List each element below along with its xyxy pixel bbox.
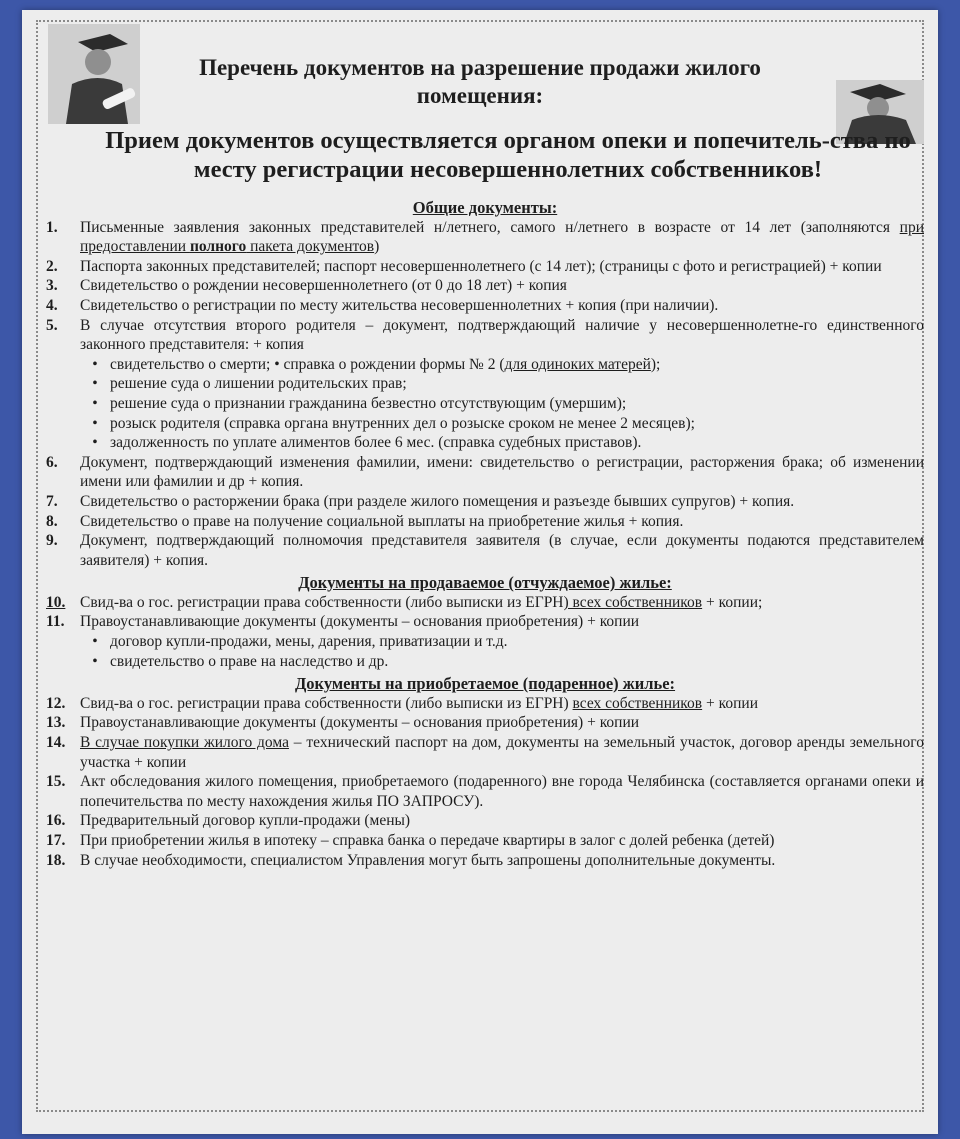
list-item: 7. Свидетельство о расторжении брака (при разделе жилого помещения и разъезде бывших супругов) + копия. xyxy=(46,492,795,510)
item-number: 6. xyxy=(46,453,58,471)
list-item: 17. При приобретении жилья в ипотеку – справка банка о передаче квартиры в залог с долей ребенка (детей) xyxy=(46,832,775,849)
bullet-item: • договор купли-продажи, мены, дарения, приватизации и т.д. xyxy=(46,632,924,652)
list-item: 5. В случае отсутствия второго родителя – документ, подтверждающий наличие у несовершеннолетне-го единственного законного представителя: + копия xyxy=(46,316,924,354)
list-item: 8. Свидетельство о праве на получение социальной выплаты на приобретение жилья + копия. xyxy=(46,512,684,530)
list-item: 14. В случае покупки жилого дома – технический паспорт на дом, документы на земельный участок, договор аренды земельного участка + копии xyxy=(46,734,924,771)
bullet-item: • розыск родителя (справка органа внутренних дел о розыске сроком не менее 2 месяцев); xyxy=(46,414,924,434)
document-body xyxy=(46,198,924,870)
section-heading-sold: Документы на продаваемое (отчуждаемое) жилье: xyxy=(298,573,672,593)
list-item: 2. Паспорта законных представителей; паспорт несовершеннолетнего (с 14 лет); (страницы с фото и регистрацией) + копии xyxy=(46,257,882,275)
bullet-icon: • xyxy=(92,375,98,393)
section-heading-bought: Документы на приобретаемое (подаренное) жилье: xyxy=(294,674,676,694)
item-number: 9. xyxy=(46,532,58,550)
bullet-icon: • xyxy=(92,652,98,670)
bullet-item: • решение суда о признании гражданина безвестно отсутствующим (умершим); xyxy=(46,394,924,414)
item-number: 11. xyxy=(46,613,65,631)
list-item: 11. Правоустанавливающие документы (документы – основания приобретения) + копии xyxy=(46,613,640,631)
item-number: 10. xyxy=(46,593,66,611)
bullet-item: • свидетельство о праве на наследство и др. xyxy=(46,652,924,672)
item-number: 7. xyxy=(46,492,58,510)
list-item: 16. Предварительный договор купли-продажи (мены) xyxy=(46,812,411,830)
item-number: 17. xyxy=(46,832,66,849)
item-number: 5. xyxy=(46,316,58,334)
item-number: 4. xyxy=(46,296,58,314)
bullet-item: • задолженность по уплате алиментов более 6 мес. (справка судебных приставов). xyxy=(46,433,924,453)
item-number: 18. xyxy=(46,851,66,869)
graduate-clipart-icon xyxy=(48,24,140,124)
document-subtitle: Прием документов осуществляется органом опеки и попечитель-ства по месту регистрации несовершеннолетних собственников! xyxy=(105,127,911,183)
bullet-item: • свидетельство о смерти; • справка о рождении формы № 2 (для одиноких матерей); xyxy=(46,355,924,375)
list-item: 9. Документ, подтверждающий полномочия представителя заявителя (в случае, если документы подаются представителем заявителя) + копия. xyxy=(46,532,924,569)
item-number: 1. xyxy=(46,218,58,236)
list-item: 15. Акт обследования жилого помещения, приобретаемого (подаренного) вне города Челябинска (составляется органами опеки и попечительства по месту нахождения жилья ПО ЗАПРОСУ). xyxy=(46,773,924,810)
list-item: 6. Документ, подтверждающий изменения фамилии, имени: свидетельство о регистрации, расторжения брака; об изменении имени или фамилии и др + копия. xyxy=(46,453,924,491)
item-number: 12. xyxy=(46,694,66,712)
item-number: 3. xyxy=(46,277,58,295)
item-number: 2. xyxy=(46,257,58,275)
bullet-item: • решение суда о лишении родительских прав; xyxy=(46,374,924,394)
item-number: 8. xyxy=(46,512,58,530)
list-item: 3. Свидетельство о рождении несовершеннолетнего (от 0 до 18 лет) + копия xyxy=(46,277,567,295)
list-item: 18. В случае необходимости, специалистом Управления могут быть запрошены дополнительные документы. xyxy=(46,851,776,869)
bullet-icon: • xyxy=(92,434,98,452)
list-item: 1. Письменные заявления законных представителей н/летнего, самого н/летнего в возрасте от 14 лет (заполняются при предоставлении полного пакета документов) xyxy=(46,218,924,256)
bullet-icon: • xyxy=(92,394,98,412)
document-title: Перечень документов на разрешение продажи жилого помещения: xyxy=(199,55,761,108)
list-item: 10. Свид-ва о гос. регистрации права собственности (либо выписки из ЕГРН) всех собственников + копии; xyxy=(46,593,763,611)
item-number: 15. xyxy=(46,773,66,791)
document-sheet xyxy=(22,10,938,1134)
list-item: 13. Правоустанавливающие документы (документы – основания приобретения) + копии xyxy=(46,714,640,732)
list-item: 4. Свидетельство о регистрации по месту жительства несовершеннолетних + копия (при наличии). xyxy=(46,296,719,314)
item-number: 14. xyxy=(46,734,66,752)
item-number: 16. xyxy=(46,812,66,830)
list-item: 12. Свид-ва о гос. регистрации права собственности (либо выписки из ЕГРН) всех собственников + копии xyxy=(46,694,758,712)
item-number: 13. xyxy=(46,714,66,732)
bullet-icon: • xyxy=(92,355,98,373)
section-heading-general: Общие документы: xyxy=(412,198,558,217)
bullet-icon: • xyxy=(92,633,98,651)
bullet-icon: • xyxy=(92,414,98,432)
